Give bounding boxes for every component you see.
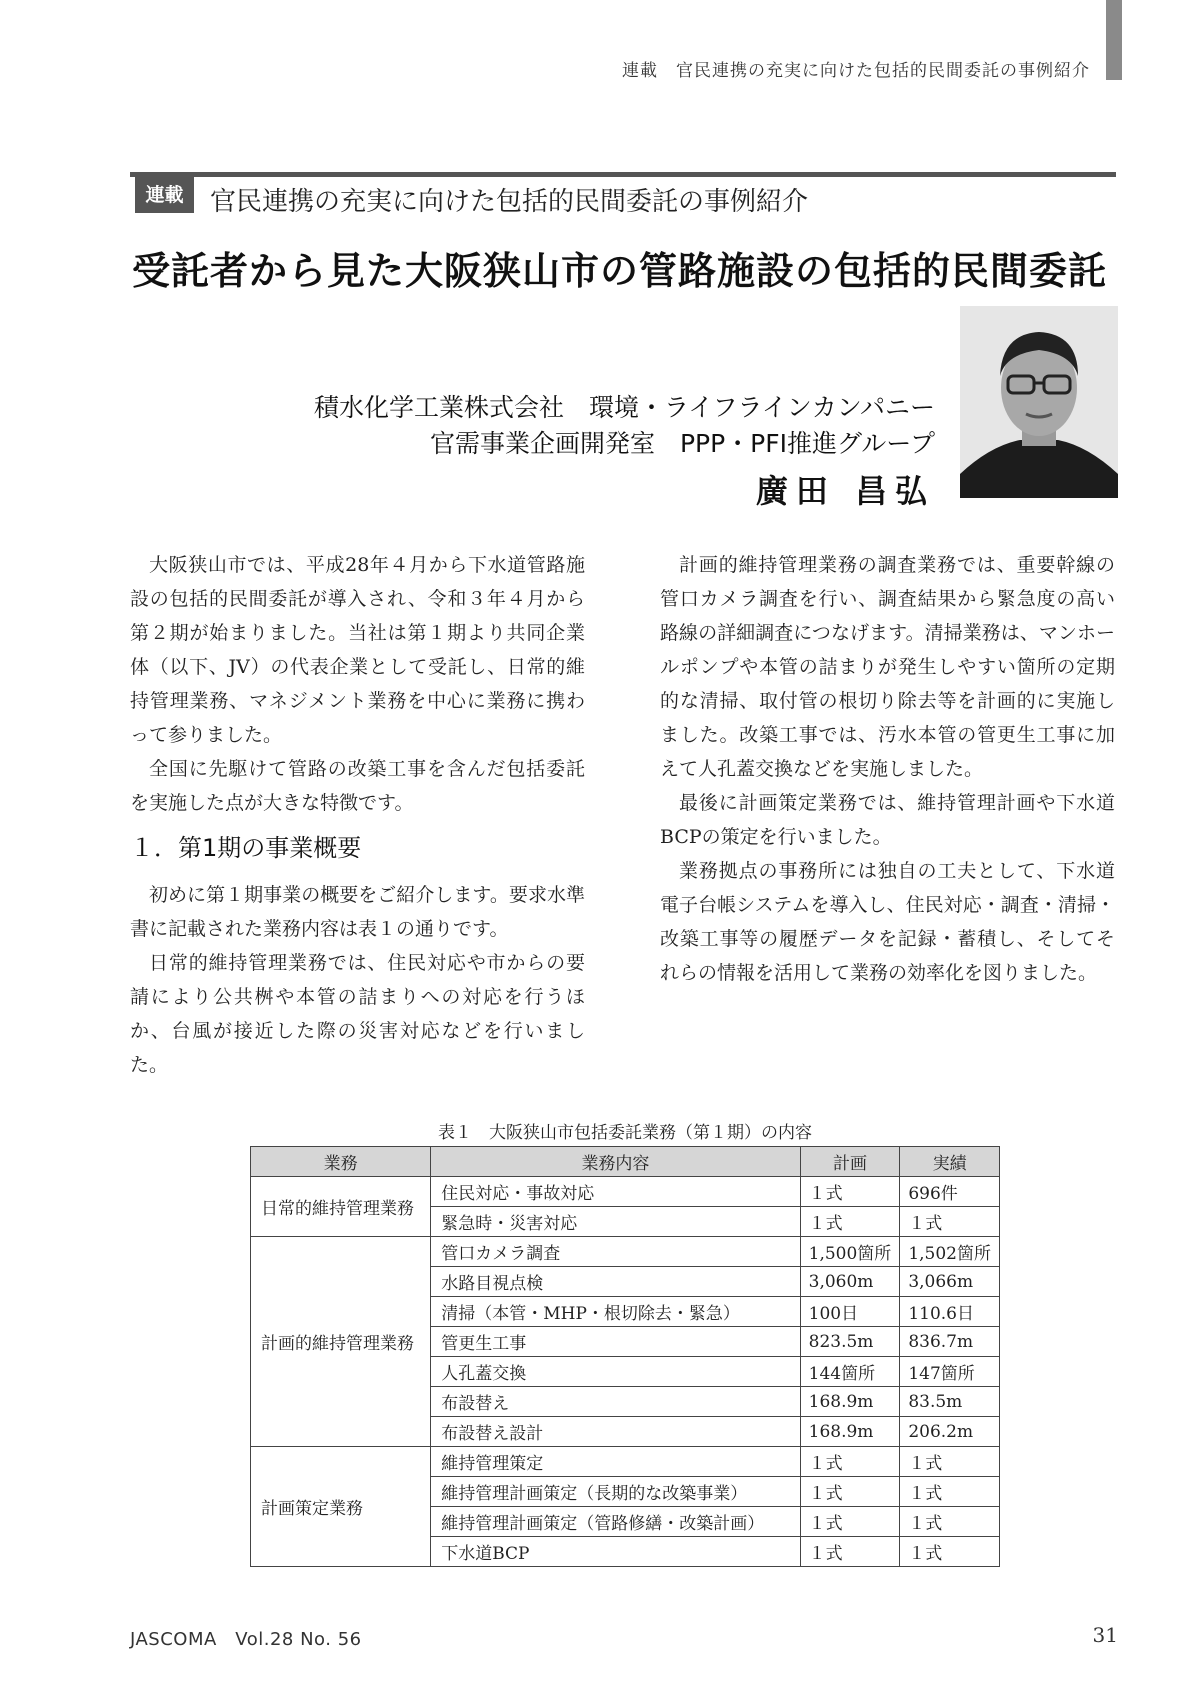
- plan-cell: １式: [800, 1537, 900, 1567]
- actual-cell: １式: [900, 1447, 1000, 1477]
- actual-cell: 836.7m: [900, 1327, 1000, 1357]
- portrait-illustration: [960, 306, 1118, 498]
- category-cell: 日常的維持管理業務: [251, 1177, 431, 1237]
- page-number: 31: [1092, 1623, 1118, 1647]
- table-header-row: [251, 1147, 1000, 1177]
- table-caption: 表１ 大阪狭山市包括委託業務（第１期）の内容: [438, 1123, 812, 1143]
- table-row: [251, 1447, 1000, 1477]
- table-row: [251, 1177, 1000, 1207]
- content-cell: 住民対応・事故対応: [431, 1177, 800, 1207]
- content-cell: 緊急時・災害対応: [431, 1207, 800, 1237]
- plan-cell: 823.5m: [800, 1327, 900, 1357]
- paragraph: 大阪狭山市では、平成28年４月から下水道管路施設の包括的民間委託が導入され、令和３年４月から第２期が始まりました。当社は第１期より共同企業体（以下、JV）の代表企業として受託し、日常的維持管理業務、マネジメント業務を中心に業務に携わって参りました。: [130, 554, 585, 746]
- category-cell: 計画策定業務: [251, 1447, 431, 1567]
- content-cell: 管更生工事: [431, 1327, 800, 1357]
- plan-cell: １式: [800, 1477, 900, 1507]
- plan-cell: 1,500箇所: [800, 1237, 900, 1267]
- actual-cell: １式: [900, 1537, 1000, 1567]
- actual-cell: １式: [900, 1507, 1000, 1537]
- content-cell: 水路目視点検: [431, 1267, 800, 1297]
- paragraph: 最後に計画策定業務では、維持管理計画や下水道BCPの策定を行いました。: [660, 792, 1115, 848]
- series-title: 官民連携の充実に向けた包括的民間委託の事例紹介: [210, 187, 809, 217]
- content-cell: 人孔蓋交換: [431, 1357, 800, 1387]
- actual-cell: 83.5m: [900, 1387, 1000, 1417]
- content-cell: 管口カメラ調査: [431, 1237, 800, 1267]
- column-header: 業務内容: [431, 1147, 800, 1177]
- author-portrait: [960, 306, 1118, 498]
- plan-cell: １式: [800, 1447, 900, 1477]
- actual-cell: １式: [900, 1477, 1000, 1507]
- content-cell: 維持管理計画策定（長期的な改築事業）: [431, 1477, 800, 1507]
- actual-cell: 147箇所: [900, 1357, 1000, 1387]
- section-heading: １．第1期の事業概要: [130, 834, 362, 862]
- column-header: 実績: [900, 1147, 1000, 1177]
- paragraph: 全国に先駆けて管路の改築工事を含んだ包括委託を実施した点が大きな特徴です。: [130, 758, 585, 814]
- plan-cell: １式: [800, 1207, 900, 1237]
- series-rule: [130, 172, 1116, 177]
- services-table: [250, 1146, 1000, 1567]
- paragraph: 計画的維持管理業務の調査業務では、重要幹線の管口カメラ調査を行い、調査結果から緊急度の高い路線の詳細調査につなげます。清掃業務は、マンホールポンプや本管の詰まりが発生しやすい箇所の定期的な清掃、取付管の根切り除去等を計画的に実施しました。改築工事では、汚水本管の管更生工事に加えて人孔蓋交換などを実施しました。: [660, 554, 1115, 780]
- plan-cell: 168.9m: [800, 1417, 900, 1447]
- content-cell: 維持管理策定: [431, 1447, 800, 1477]
- author-name: 廣田 昌弘: [755, 472, 935, 510]
- content-cell: 清掃（本管・MHP・根切除去・緊急）: [431, 1297, 800, 1327]
- paragraph: 業務拠点の事務所には独自の工夫として、下水道電子台帳システムを導入し、住民対応・調査・清掃・改築工事等の履歴データを記録・蓄積し、そしてそれらの情報を活用して業務の効率化を図りました。: [660, 860, 1115, 984]
- body-column-left: [130, 548, 585, 1082]
- plan-cell: 144箇所: [800, 1357, 900, 1387]
- actual-cell: １式: [900, 1207, 1000, 1237]
- plan-cell: 168.9m: [800, 1387, 900, 1417]
- table-row: [251, 1237, 1000, 1267]
- plan-cell: １式: [800, 1507, 900, 1537]
- paragraph: 日常的維持管理業務では、住民対応や市からの要請により公共桝や本管の詰まりへの対応を行うほか、台風が接近した際の災害対応などを行いました。: [130, 952, 585, 1076]
- column-header: 業務: [251, 1147, 431, 1177]
- actual-cell: 696件: [900, 1177, 1000, 1207]
- running-header: 連載 官民連携の充実に向けた包括的民間委託の事例紹介: [622, 61, 1090, 81]
- body-column-right: [660, 548, 1115, 990]
- corner-tab-bar: [1106, 0, 1122, 80]
- author-affiliation-line1: 積水化学工業株式会社 環境・ライフラインカンパニー: [313, 393, 935, 422]
- series-badge: 連載: [135, 177, 194, 213]
- article-title: 受託者から見た大阪狭山市の管路施設の包括的民間委託: [132, 249, 1108, 293]
- plan-cell: １式: [800, 1177, 900, 1207]
- actual-cell: 3,066m: [900, 1267, 1000, 1297]
- category-cell: 計画的維持管理業務: [251, 1237, 431, 1447]
- actual-cell: 110.6日: [900, 1297, 1000, 1327]
- author-affiliation-line2: 官需事業企画開発室 PPP・PFI推進グループ: [429, 429, 935, 458]
- column-header: 計画: [800, 1147, 900, 1177]
- content-cell: 維持管理計画策定（管路修繕・改築計画）: [431, 1507, 800, 1537]
- content-cell: 布設替え: [431, 1387, 800, 1417]
- actual-cell: 206.2m: [900, 1417, 1000, 1447]
- plan-cell: 100日: [800, 1297, 900, 1327]
- journal-footer: JASCOMA Vol.28 No. 56: [130, 1629, 362, 1650]
- actual-cell: 1,502箇所: [900, 1237, 1000, 1267]
- paragraph: 初めに第１期事業の概要をご紹介します。要求水準書に記載された業務内容は表１の通りです。: [130, 884, 585, 940]
- plan-cell: 3,060m: [800, 1267, 900, 1297]
- content-cell: 布設替え設計: [431, 1417, 800, 1447]
- content-cell: 下水道BCP: [431, 1537, 800, 1567]
